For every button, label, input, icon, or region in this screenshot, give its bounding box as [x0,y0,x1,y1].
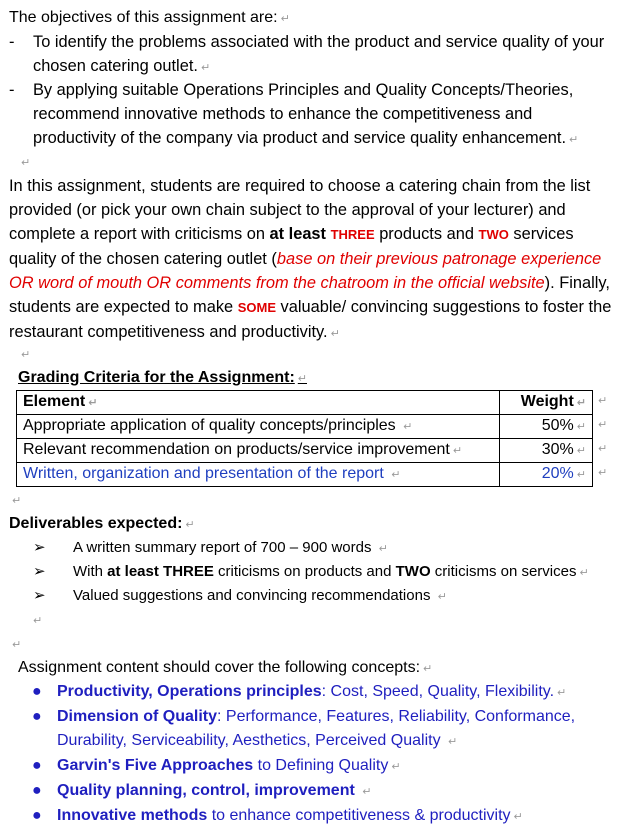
arrow-bullet-icon: ➢ [33,587,46,604]
list-item: ● Innovative methods to enhance competitiveness & productivity ↵ [30,804,620,829]
table-row [17,439,593,463]
objective-item: - By applying suitable Operations Principles and Quality Concepts/Theories, recommend innovative methods to enhance the competitiveness and productivity of the company via product and service quality enhancement. ↵ [9,81,579,147]
bullet-icon: ● [32,708,42,725]
assignment-description: In this assignment, students are required to choose a catering chain from the list provided (or pick your own chain subject to the approval of your lecturer) and complete a report with criticisms on at least THREE products and TWO services quality of the chosen catering outlet (base on their previous patronage experience OR word of mouth OR comments from the chatroom in the official website). Finally, students are expected to make SOME valuable/ convincing suggestions to foster the restaurant competitiveness and productivity. ↵ [9,177,612,341]
row-weight: 30% ↵ [500,439,593,463]
arrow-bullet-icon: ➢ [33,563,46,580]
deliverable-item: ➢ Valued suggestions and convincing recommendations ↵ [33,584,447,609]
row-weight: 50% ↵ [500,415,593,439]
arrow-bullet-icon: ➢ [33,539,46,556]
bullet-icon: ● [32,683,42,700]
row-element: Written, organization and presentation of the report ↵ [17,463,500,487]
objective-item: - To identify the problems associated with the product and service quality of your chosen catering outlet. ↵ [9,33,605,75]
deliverables-title: Deliverables expected: ↵ [9,515,195,532]
deliverable-item: ➢ With at least THREE criticisms on products and TWO criticisms on services ↵ [33,560,589,585]
row-weight: 20% ↵ [500,463,593,487]
bullet-icon: ● [32,757,42,774]
header-weight: Weight ↵ [500,391,593,415]
list-item: ● Garvin's Five Approaches to Defining Quality ↵ [30,754,620,779]
empty-paragraph-mark: ↵ [33,615,43,627]
row-element: Appropriate application of quality concepts/principles ↵ [17,415,500,439]
empty-paragraph-mark: ↵ [21,157,31,169]
grading-title: Grading Criteria for the Assignment: ↵ [18,369,307,386]
grading-table [16,390,593,487]
empty-paragraph-mark: ↵ [21,349,31,361]
deliverable-item: ➢ A written summary report of 700 – 900 words ↵ [33,536,388,561]
concepts-list [30,680,620,829]
list-item: ● Quality planning, control, improvement ↵ [30,779,620,804]
empty-paragraph-mark: ↵ [12,495,22,507]
table-row [17,463,593,487]
list-item: ● Productivity, Operations principles: Cost, Speed, Quality, Flexibility. ↵ [30,680,620,705]
bullet-icon: ● [32,782,42,799]
table-header-row [17,391,593,415]
end-of-row-mark: ↵ [598,419,608,431]
empty-paragraph-mark: ↵ [12,639,22,651]
concepts-intro: Assignment content should cover the following concepts: ↵ [18,659,433,676]
end-of-row-mark: ↵ [598,467,608,479]
objectives-intro: The objectives of this assignment are: ↵ [9,9,290,26]
row-element: Relevant recommendation on products/service improvement ↵ [17,439,500,463]
list-item: ● Dimension of Quality: Performance, Features, Reliability, Conformance, Durability, Serviceability, Aesthetics, Perceived Quality ↵ [30,705,620,754]
end-of-row-mark: ↵ [598,443,608,455]
table-row [17,415,593,439]
bullet-icon: ● [32,807,42,824]
header-element: Element ↵ [17,391,500,415]
end-of-row-mark: ↵ [598,395,608,407]
